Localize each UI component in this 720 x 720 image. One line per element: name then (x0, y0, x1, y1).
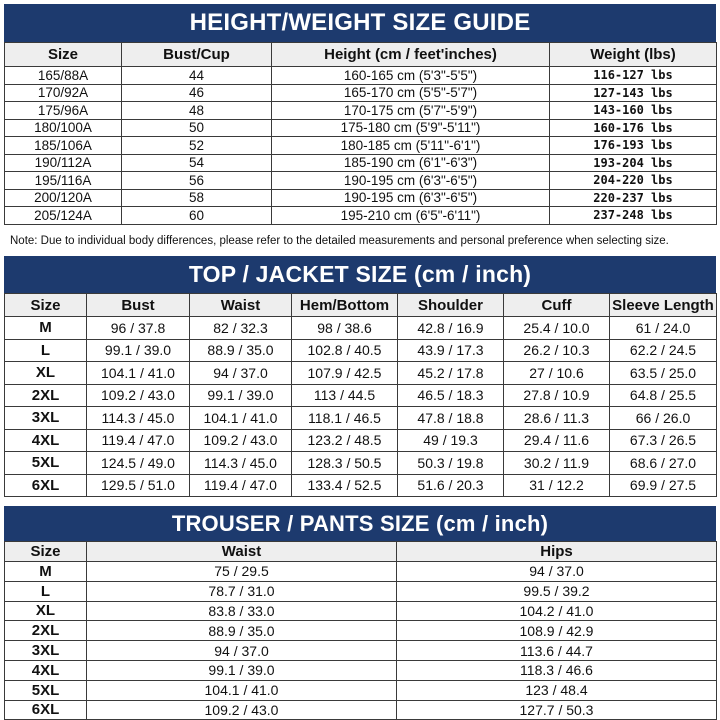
table-row (5, 137, 717, 155)
column-header: Size (5, 43, 122, 67)
table-row (5, 317, 717, 340)
table-row (5, 601, 717, 621)
table-row (5, 474, 717, 497)
table-row (5, 407, 717, 430)
table-cell: 143-160 lbs (550, 102, 717, 120)
column-header: Size (5, 542, 87, 562)
table-cell: 64.8 / 25.5 (610, 384, 717, 407)
size-cell: XL (5, 601, 87, 621)
table-cell: 42.8 / 16.9 (398, 317, 504, 340)
table-cell: 170-175 cm (5'7"-5'9") (272, 102, 550, 120)
table-row (5, 102, 717, 120)
table-cell: 129.5 / 51.0 (87, 474, 190, 497)
table-cell: 118.1 / 46.5 (292, 407, 398, 430)
table-row (5, 189, 717, 207)
table-row (5, 452, 717, 475)
table-row (5, 67, 717, 85)
table-cell: 114.3 / 45.0 (87, 407, 190, 430)
table-cell: 83.8 / 33.0 (87, 601, 397, 621)
table-cell: 116-127 lbs (550, 67, 717, 85)
table-header-row (5, 542, 717, 562)
table-cell: 27.8 / 10.9 (504, 384, 610, 407)
trouser-pants-table (4, 541, 717, 720)
table-cell: 193-204 lbs (550, 154, 717, 172)
column-header: Bust/Cup (122, 43, 272, 67)
table-cell: 109.2 / 43.0 (87, 700, 397, 720)
table-cell: 94 / 37.0 (87, 641, 397, 661)
table-cell: 58 (122, 189, 272, 207)
table-row (5, 384, 717, 407)
table-row (5, 172, 717, 190)
size-cell: 185/106A (5, 137, 122, 155)
size-cell: XL (5, 362, 87, 385)
column-header: Waist (87, 542, 397, 562)
column-header: Weight (lbs) (550, 43, 717, 67)
table-cell: 56 (122, 172, 272, 190)
column-header: Shoulder (398, 294, 504, 317)
table-cell: 185-190 cm (6'1"-6'3") (272, 154, 550, 172)
table-cell: 104.1 / 41.0 (87, 362, 190, 385)
size-cell: 195/116A (5, 172, 122, 190)
column-header: Sleeve Length (610, 294, 717, 317)
size-cell: 200/120A (5, 189, 122, 207)
table-cell: 26.2 / 10.3 (504, 339, 610, 362)
table-cell: 61 / 24.0 (610, 317, 717, 340)
height-weight-title: HEIGHT/WEIGHT SIZE GUIDE (4, 4, 716, 42)
table-cell: 43.9 / 17.3 (398, 339, 504, 362)
size-cell: 6XL (5, 700, 87, 720)
table-cell: 220-237 lbs (550, 189, 717, 207)
table-cell: 114.3 / 45.0 (190, 452, 292, 475)
table-cell: 31 / 12.2 (504, 474, 610, 497)
size-cell: 4XL (5, 429, 87, 452)
table-header-row (5, 43, 717, 67)
table-header-row (5, 294, 717, 317)
table-cell: 127.7 / 50.3 (397, 700, 717, 720)
size-cell: L (5, 581, 87, 601)
size-cell: 6XL (5, 474, 87, 497)
table-cell: 99.1 / 39.0 (87, 339, 190, 362)
table-cell: 99.1 / 39.0 (190, 384, 292, 407)
table-cell: 98 / 38.6 (292, 317, 398, 340)
table-cell: 49 / 19.3 (398, 429, 504, 452)
table-cell: 63.5 / 25.0 (610, 362, 717, 385)
size-cell: 2XL (5, 621, 87, 641)
table-row (5, 119, 717, 137)
table-row (5, 621, 717, 641)
size-cell: L (5, 339, 87, 362)
table-cell: 180-185 cm (5'11"-6'1") (272, 137, 550, 155)
table-cell: 119.4 / 47.0 (87, 429, 190, 452)
table-cell: 50 (122, 119, 272, 137)
table-cell: 69.9 / 27.5 (610, 474, 717, 497)
table-cell: 109.2 / 43.0 (190, 429, 292, 452)
size-cell: 3XL (5, 407, 87, 430)
size-cell: 5XL (5, 680, 87, 700)
table-cell: 113 / 44.5 (292, 384, 398, 407)
column-header: Hips (397, 542, 717, 562)
table-cell: 108.9 / 42.9 (397, 621, 717, 641)
size-cell: 180/100A (5, 119, 122, 137)
size-note: Note: Due to individual body differences, please refer to the detailed measurements and personal preference when selecting size. (10, 235, 669, 247)
table-cell: 28.6 / 11.3 (504, 407, 610, 430)
table-cell: 94 / 37.0 (190, 362, 292, 385)
table-cell: 107.9 / 42.5 (292, 362, 398, 385)
table-row (5, 84, 717, 102)
table-cell: 27 / 10.6 (504, 362, 610, 385)
size-cell: 5XL (5, 452, 87, 475)
size-cell: 205/124A (5, 207, 122, 225)
top-jacket-title: TOP / JACKET SIZE (cm / inch) (4, 256, 716, 293)
table-cell: 44 (122, 67, 272, 85)
table-cell: 195-210 cm (6'5"-6'11") (272, 207, 550, 225)
table-cell: 68.6 / 27.0 (610, 452, 717, 475)
table-cell: 52 (122, 137, 272, 155)
table-cell: 160-176 lbs (550, 119, 717, 137)
column-header: Bust (87, 294, 190, 317)
top-jacket-table (4, 293, 717, 497)
size-cell: 3XL (5, 641, 87, 661)
size-cell: 4XL (5, 660, 87, 680)
table-cell: 46 (122, 84, 272, 102)
table-cell: 133.4 / 52.5 (292, 474, 398, 497)
size-cell: 2XL (5, 384, 87, 407)
table-row (5, 581, 717, 601)
table-cell: 204-220 lbs (550, 172, 717, 190)
table-cell: 190-195 cm (6'3"-6'5") (272, 172, 550, 190)
size-cell: M (5, 317, 87, 340)
table-row (5, 362, 717, 385)
table-cell: 118.3 / 46.6 (397, 660, 717, 680)
table-cell: 25.4 / 10.0 (504, 317, 610, 340)
table-cell: 67.3 / 26.5 (610, 429, 717, 452)
table-cell: 88.9 / 35.0 (87, 621, 397, 641)
table-cell: 29.4 / 11.6 (504, 429, 610, 452)
table-cell: 190-195 cm (6'3"-6'5") (272, 189, 550, 207)
size-cell: 170/92A (5, 84, 122, 102)
table-cell: 99.1 / 39.0 (87, 660, 397, 680)
table-cell: 78.7 / 31.0 (87, 581, 397, 601)
table-cell: 94 / 37.0 (397, 562, 717, 582)
column-header: Cuff (504, 294, 610, 317)
table-cell: 88.9 / 35.0 (190, 339, 292, 362)
table-cell: 124.5 / 49.0 (87, 452, 190, 475)
table-cell: 123 / 48.4 (397, 680, 717, 700)
size-cell: 190/112A (5, 154, 122, 172)
table-row (5, 429, 717, 452)
table-cell: 60 (122, 207, 272, 225)
table-row (5, 562, 717, 582)
table-row (5, 154, 717, 172)
table-cell: 51.6 / 20.3 (398, 474, 504, 497)
table-cell: 119.4 / 47.0 (190, 474, 292, 497)
table-row (5, 660, 717, 680)
table-cell: 75 / 29.5 (87, 562, 397, 582)
table-cell: 50.3 / 19.8 (398, 452, 504, 475)
table-cell: 113.6 / 44.7 (397, 641, 717, 661)
table-cell: 175-180 cm (5'9"-5'11") (272, 119, 550, 137)
table-cell: 45.2 / 17.8 (398, 362, 504, 385)
table-cell: 82 / 32.3 (190, 317, 292, 340)
table-cell: 48 (122, 102, 272, 120)
table-cell: 109.2 / 43.0 (87, 384, 190, 407)
size-cell: M (5, 562, 87, 582)
table-cell: 123.2 / 48.5 (292, 429, 398, 452)
column-header: Waist (190, 294, 292, 317)
table-cell: 237-248 lbs (550, 207, 717, 225)
table-row (5, 339, 717, 362)
table-cell: 66 / 26.0 (610, 407, 717, 430)
table-cell: 160-165 cm (5'3"-5'5") (272, 67, 550, 85)
table-row (5, 207, 717, 225)
table-cell: 47.8 / 18.8 (398, 407, 504, 430)
table-row (5, 700, 717, 720)
table-cell: 102.8 / 40.5 (292, 339, 398, 362)
table-cell: 128.3 / 50.5 (292, 452, 398, 475)
table-cell: 165-170 cm (5'5"-5'7") (272, 84, 550, 102)
table-cell: 176-193 lbs (550, 137, 717, 155)
table-cell: 54 (122, 154, 272, 172)
table-cell: 104.1 / 41.0 (190, 407, 292, 430)
table-cell: 96 / 37.8 (87, 317, 190, 340)
table-row (5, 641, 717, 661)
table-cell: 127-143 lbs (550, 84, 717, 102)
table-cell: 104.1 / 41.0 (87, 680, 397, 700)
size-cell: 175/96A (5, 102, 122, 120)
table-row (5, 680, 717, 700)
size-cell: 165/88A (5, 67, 122, 85)
table-cell: 62.2 / 24.5 (610, 339, 717, 362)
table-cell: 46.5 / 18.3 (398, 384, 504, 407)
column-header: Height (cm / feet'inches) (272, 43, 550, 67)
table-cell: 30.2 / 11.9 (504, 452, 610, 475)
table-cell: 99.5 / 39.2 (397, 581, 717, 601)
column-header: Hem/Bottom (292, 294, 398, 317)
column-header: Size (5, 294, 87, 317)
trouser-pants-title: TROUSER / PANTS SIZE (cm / inch) (4, 506, 716, 541)
table-cell: 104.2 / 41.0 (397, 601, 717, 621)
height-weight-table (4, 42, 717, 225)
